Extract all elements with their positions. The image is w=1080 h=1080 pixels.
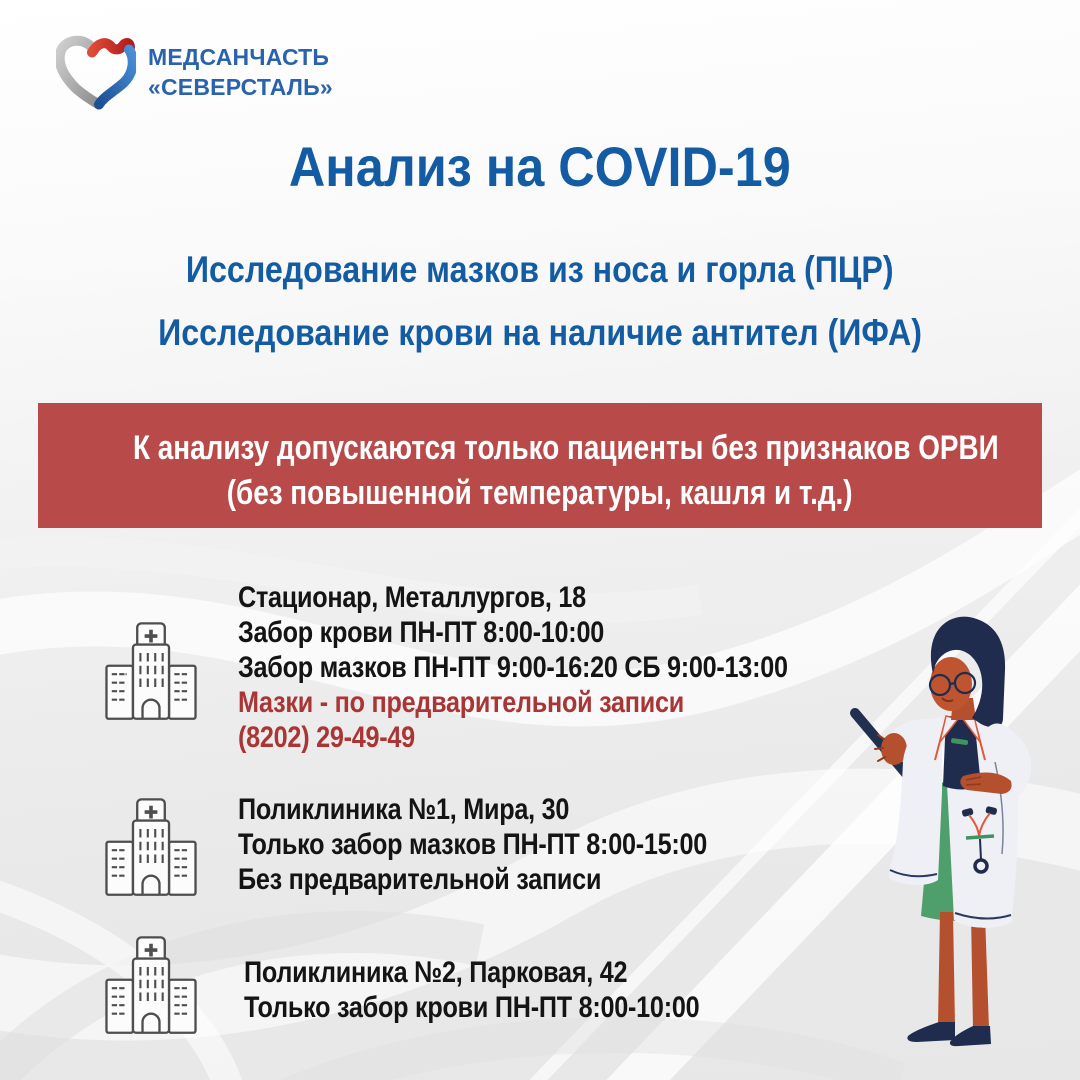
location-line: Без предварительной записи (238, 863, 602, 896)
location-line: Забор крови ПН-ПТ 8:00-10:00 (238, 616, 604, 649)
location-line: Забор мазков ПН-ПТ 9:00-16:20 СБ 9:00-13:00 (238, 651, 788, 684)
heart-logo-icon (56, 34, 136, 110)
location-line: Только забор мазков ПН-ПТ 8:00-15:00 (238, 828, 708, 861)
subtitle-pcr: Исследование мазков из носа и горла (ПЦР) (186, 249, 894, 290)
org-name (148, 42, 333, 102)
hospital-icon (98, 793, 204, 899)
location-line: Поликлиника №1, Мира, 30 (238, 793, 570, 826)
location-polyclinic-1 (238, 792, 796, 897)
hospital-icon (98, 617, 204, 723)
location-line-appointment: Мазки - по предварительной записи (238, 686, 685, 719)
org-name-line2: «СЕВЕРСТАЛЬ» (148, 74, 333, 100)
location-stationar (238, 580, 892, 755)
warning-line1: К анализу допускаются только пациенты без признаков ОРВИ (133, 429, 999, 467)
doctor-illustration (845, 612, 1055, 1062)
location-line: Только забор крови ПН-ПТ 8:00-10:00 (244, 991, 700, 1024)
org-name-line1: МЕДСАНЧАСТЬ (148, 44, 330, 70)
phone-number: (8202) 29-49-49 (238, 721, 415, 754)
org-logo (56, 34, 333, 110)
location-line: Стационар, Металлургов, 18 (238, 581, 586, 614)
location-polyclinic-2 (244, 955, 786, 1025)
subtitle-ifa: Исследование крови на наличие антител (ИФА) (158, 312, 922, 353)
page-title: Анализ на COVID-19 (289, 135, 791, 198)
warning-banner (38, 403, 1042, 528)
hospital-icon (98, 931, 204, 1037)
warning-line2: (без повышенной температуры, кашля и т.д.) (227, 474, 853, 512)
location-line: Поликлиника №2, Парковая, 42 (244, 956, 628, 989)
